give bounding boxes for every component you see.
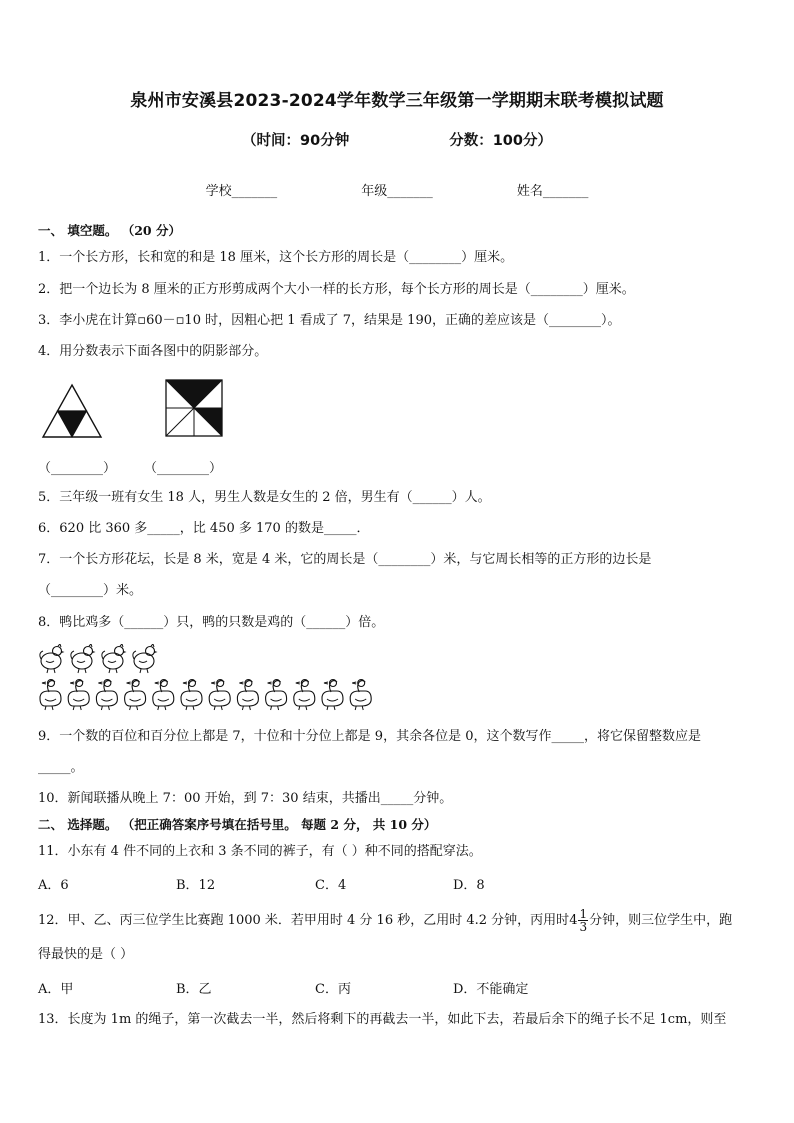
choice-11-d[interactable]: D．8 [453, 878, 485, 893]
chicken-icon [102, 644, 127, 673]
school-field[interactable]: 学校_______ [205, 184, 278, 199]
choice-12-a[interactable]: A．甲 [38, 982, 74, 997]
duck-icon [181, 680, 202, 711]
chicken-icon [40, 644, 65, 673]
duck-icon [350, 680, 371, 711]
duck-icon [322, 680, 343, 711]
question-12 [38, 904, 732, 938]
square-figure [165, 379, 223, 437]
exam-time: （时间：90分钟 [242, 133, 350, 149]
duck-icon [294, 680, 315, 711]
question-1: 1．一个长方形，长和宽的和是 18 厘米，这个长方形的周长是（________）厘米。 [38, 250, 514, 265]
choice-11-a[interactable]: A．6 [38, 878, 69, 893]
section-heading-choice: 二、 选择题。 （把正确答案序号填在括号里。 每题 2 分， 共 10 分） [38, 817, 437, 832]
duck-row [36, 678, 381, 712]
fraction-denominator: 3 [579, 920, 588, 934]
choice-12-c[interactable]: C．丙 [315, 982, 351, 997]
duck-icon [153, 680, 174, 711]
duck-icon [68, 680, 89, 711]
exam-score: 分数：100分） [449, 133, 552, 149]
duck-icon [96, 680, 117, 711]
exam-meta [0, 129, 794, 150]
question-2: 2．把一个边长为 8 厘米的正方形剪成两个大小一样的长方形，每个长方形的周长是（________）厘米。 [38, 282, 635, 297]
section-heading-fill: 一、 填空题。 （20 分） [38, 223, 181, 238]
question-6: 6．620 比 360 多_____，比 450 多 170 的数是_____． [38, 521, 370, 536]
grade-field[interactable]: 年级_______ [361, 184, 433, 199]
q12-whole: 4 [569, 913, 578, 928]
fraction [578, 908, 588, 933]
question-5: 5．三年级一班有女生 18 人，男生人数是女生的 2 倍，男生有（______）人。 [38, 490, 491, 505]
page-title: 泉州市安溪县2023-2024学年数学三年级第一学期期末联考模拟试题 [130, 91, 664, 111]
question-12-cont: 得最快的是（ ） [38, 947, 134, 962]
chicken-icon [133, 644, 158, 673]
q12-text: 12．甲、乙、丙三位学生比赛跑 1000 米．若甲用时 4 分 16 秒，乙用时 4.2 分钟，丙用时 [38, 913, 570, 928]
question-7-cont: （________）米。 [38, 583, 143, 598]
question-8: 8．鸭比鸡多（______）只，鸭的只数是鸡的（______）倍。 [38, 615, 385, 630]
duck-icon [237, 680, 258, 711]
name-field[interactable]: 姓名_______ [516, 184, 589, 199]
question-9: 9．一个数的百位和百分位上都是 7，十位和十分位上都是 9，其余各位是 0，这个数写作_____，将它保留整数应是 [38, 729, 701, 744]
chicken-icon [71, 644, 96, 673]
answer-blank-1[interactable]: （________） [38, 461, 117, 476]
duck-icon [209, 680, 230, 711]
question-11: 11．小东有 4 件不同的上衣和 3 条不同的裤子，有（ ）种不同的搭配穿法。 [38, 844, 482, 859]
answer-blank-2[interactable]: （________） [144, 461, 223, 476]
duck-icon [40, 680, 61, 711]
question-13: 13．长度为 1m 的绳子，第一次截去一半，然后将剩下的再截去一半，如此下去，若最后余下的绳子长不足 1cm，则至 [38, 1012, 727, 1027]
triangle-figure [41, 383, 103, 439]
choice-11-c[interactable]: C．4 [315, 878, 347, 893]
choice-12-d[interactable]: D．不能确定 [453, 982, 529, 997]
question-4: 4．用分数表示下面各图中的阴影部分。 [38, 344, 268, 359]
question-9-cont: _____。 [38, 760, 84, 775]
question-7: 7．一个长方形花坛，长是 8 米，宽是 4 米，它的周长是（________）米，与它周长相等的正方形的边长是 [38, 552, 652, 567]
duck-icon [266, 680, 287, 711]
student-info [0, 180, 794, 199]
chicken-row [36, 644, 166, 674]
duck-icon [125, 680, 146, 711]
q12-text-end: 分钟，则三位学生中，跑 [589, 913, 733, 928]
choice-12-b[interactable]: B．乙 [176, 982, 212, 997]
question-3: 3．李小虎在计算▫60－▫10 时，因粗心把 1 看成了 7，结果是 190，正确的差应该是（________）。 [38, 313, 621, 328]
question-10: 10．新闻联播从晚上 7：00 开始，到 7：30 结束，共播出_____分钟。 [38, 791, 453, 806]
fraction-numerator: 1 [579, 907, 588, 921]
choice-11-b[interactable]: B．12 [176, 878, 216, 893]
